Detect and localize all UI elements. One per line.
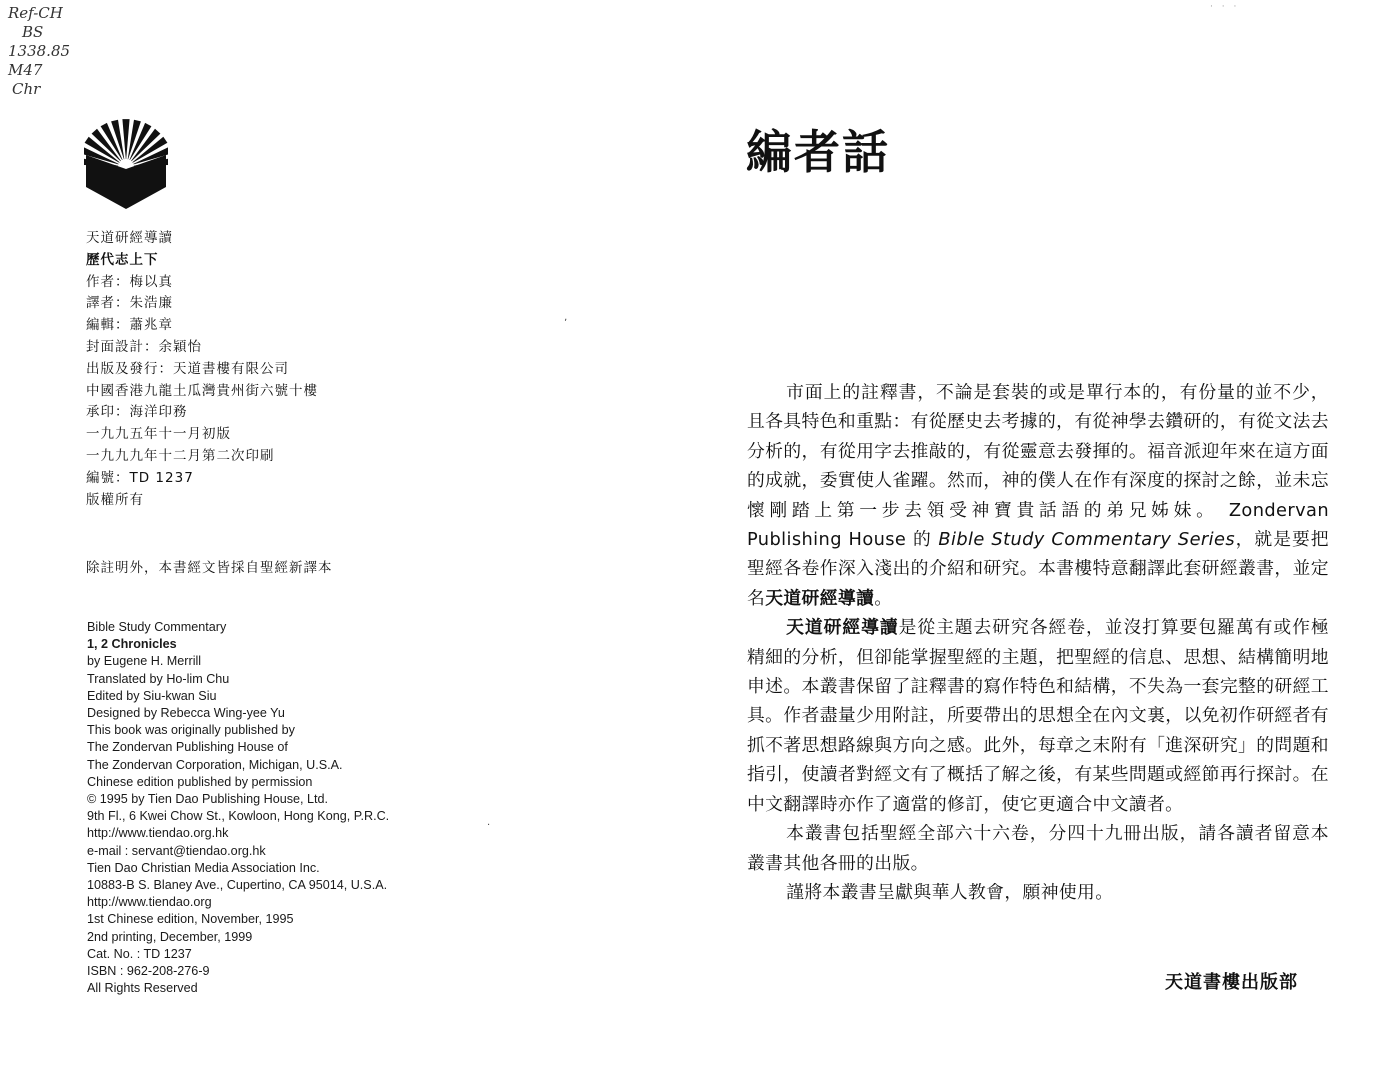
cover-design-line: 封面設計：余穎怡	[86, 338, 202, 355]
colophon-en-line: 9th Fl., 6 Kwei Chow St., Kowloon, Hong Kong, P.R.C.	[87, 809, 390, 824]
colophon-en-line: ISBN : 962-208-276-9	[87, 964, 210, 979]
colophon-en-line: 2nd printing, December, 1999	[87, 929, 253, 944]
colophon-en-line: Chinese edition published by permission	[87, 774, 313, 789]
scripture-version-note: 除註明外，本書經文皆採自聖經新譯本	[86, 560, 333, 576]
colophon-en-line: This book was originally published by	[87, 723, 295, 738]
scan-speck: ·	[487, 820, 491, 831]
handwritten-line: BS	[22, 23, 44, 41]
colophon-en-line: 10883-B S. Blaney Ave., Cupertino, CA 95014, U.S.A.	[87, 878, 388, 893]
handwritten-line: M47	[8, 61, 43, 79]
handwritten-line: 1338.85	[8, 42, 71, 60]
publisher-line: 出版及發行：天道書樓有限公司	[86, 360, 289, 377]
translator-line: 譯者：朱浩廉	[86, 295, 173, 312]
editor-note-body	[747, 378, 1329, 907]
editor-note-paragraph	[747, 613, 1329, 819]
editor-note-paragraph: 謹將本叢書呈獻與華人教會，願神使用。	[786, 881, 1114, 903]
paragraph-text: ，就是要把聖經各卷作深入淺出的介紹和研究。本書樓特意翻譯此套研經叢書，並定名	[747, 529, 1329, 609]
colophon-en-book-title: 1, 2 Chronicles	[87, 637, 177, 652]
scan-speck: ʼ	[564, 318, 568, 329]
catalog-number-line: 編號：TD 1237	[86, 469, 194, 486]
sunburst-book-logo-icon	[84, 117, 168, 209]
paragraph-text: 。	[874, 587, 893, 609]
book-title: 歷代志上下	[86, 251, 159, 268]
first-edition-line: 一九九五年十一月初版	[86, 426, 231, 443]
colophon-en-line: Cat. No. : TD 1237	[87, 946, 192, 961]
colophon-zh	[86, 228, 318, 511]
handwritten-line: Chr	[12, 80, 41, 98]
series-name: 天道研經導讀	[86, 230, 173, 246]
colophon-en-line: Bible Study Commentary	[87, 620, 227, 634]
colophon-en-line: Designed by Rebecca Wing-yee Yu	[87, 706, 285, 721]
colophon-en-line: © 1995 by Tien Dao Publishing House, Ltd.	[87, 792, 329, 807]
editor-note-title: 編者話	[746, 125, 890, 179]
handwritten-line: Ref-CH	[8, 4, 63, 22]
scan-specks: · · ·	[1210, 2, 1240, 12]
colophon-en-line: by Eugene H. Merrill	[87, 654, 202, 669]
editor-note-paragraph	[747, 378, 1329, 613]
colophon-en-line: All Rights Reserved	[87, 981, 198, 996]
logo-ray	[122, 119, 129, 159]
colophon-en-line: Tien Dao Christian Media Association Inc.	[87, 860, 320, 875]
colophon-en-line: 1st Chinese edition, November, 1995	[87, 912, 294, 927]
colophon-en	[87, 619, 389, 997]
paragraph-text: 是從主題去研究各經卷，並沒打算要包羅萬有或作極精細的分析，但卻能掌握聖經的主題，把聖經的信息、思想、結構簡明地申述。本叢書保留了註釋書的寫作特色和結構，不失為一套完整的研經工具。作者盡量少用附註，所要帶出的思想全在內文裏，以免初作研經者有抓不著思想路線與方向之感。此外，每章之末附有「進深研究」的問題和指引，使讀者對經文有了概括了解之後，有某些問題或經節再行探討。在中文翻譯時亦作了適當的修訂，使它更適合中文讀者。	[747, 617, 1330, 815]
author-line: 作者：梅以真	[86, 273, 173, 290]
second-printing-line: 一九九九年十二月第二次印刷	[86, 447, 275, 464]
colophon-en-line: http://www.tiendao.org	[87, 895, 212, 910]
colophon-en-line: e-mail : servant@tiendao.org.hk	[87, 843, 266, 858]
publisher-signature: 天道書樓出版部	[1165, 972, 1298, 993]
series-chinese-title: 天道研經導讀	[786, 617, 899, 639]
series-chinese-title: 天道研經導讀	[765, 587, 875, 609]
editor-note-paragraph: 本叢書包括聖經全部六十六卷，分四十九冊出版，請各讀者留意本叢書其他各冊的出版。	[747, 823, 1329, 874]
colophon-en-line: Translated by Ho-lim Chu	[87, 671, 230, 686]
editor-line: 編輯：蕭兆章	[86, 317, 173, 334]
series-english-title: Bible Study Commentary Series	[938, 529, 1235, 551]
paragraph-text: 市面上的註釋書，不論是套裝的或是單行本的，有份量的並不少，且各具特色和重點：有從歷史去考據的，有從神學去鑽研的，有從文法去分析的，有從用字去推敲的，有從靈意去發揮的。福音派迎年來在這方面的成就，委實使人雀躍。然而，神的僕人在作有深度的探討之餘，並未忘懷剛踏上第一步去領受神寶貴話語的弟兄姊妹。 Zondervan Publishing House 的	[747, 382, 1329, 551]
address-line: 中國香港九龍土瓜灣貴州街六號十樓	[86, 382, 318, 399]
logo-book	[86, 155, 166, 209]
colophon-en-line: The Zondervan Publishing House of	[87, 740, 288, 755]
colophon-en-line: http://www.tiendao.org.hk	[87, 826, 229, 841]
colophon-en-line: Edited by Siu-kwan Siu	[87, 688, 217, 703]
rights-line: 版權所有	[86, 491, 144, 508]
colophon-en-line: The Zondervan Corporation, Michigan, U.S.A.	[87, 757, 343, 772]
handwritten-call-number	[8, 4, 70, 99]
printer-line: 承印：海洋印務	[86, 404, 188, 421]
